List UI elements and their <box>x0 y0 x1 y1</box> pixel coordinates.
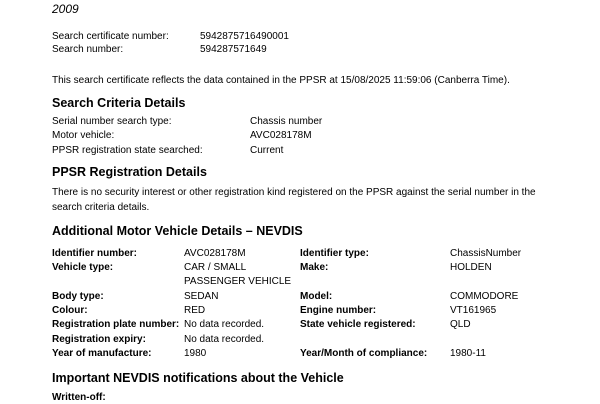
search-number-label: Search number: <box>52 44 124 55</box>
registration-text-line: There is no security interest or other registration kind registered on the PPSR against the serial number in the <box>52 187 536 198</box>
nevdis-label: Vehicle type: <box>52 262 114 273</box>
notifications-heading: Important NEVDIS notifications about the Vehicle <box>52 371 344 385</box>
header-year: 2009 <box>52 2 79 16</box>
nevdis-label: Engine number: <box>300 305 377 316</box>
nevdis-value: 1980 <box>184 348 207 359</box>
search-certificate-value: 5942875716490001 <box>200 31 289 42</box>
registration-text-line: search criteria details. <box>52 202 150 213</box>
nevdis-label: Colour: <box>52 305 88 316</box>
search-certificate-label: Search certificate number: <box>52 31 169 42</box>
nevdis-value: COMMODORE <box>450 291 519 302</box>
nevdis-value: SEDAN <box>184 291 219 302</box>
nevdis-heading: Additional Motor Vehicle Details – NEVDIS <box>52 224 303 238</box>
certificate-statement: This search certificate reflects the data contained in the PPSR at 15/08/2025 11:59:06 (Canberra Time). <box>52 75 510 86</box>
written-off-label: Written-off: <box>52 392 106 403</box>
search-criteria-heading: Search Criteria Details <box>52 96 186 110</box>
nevdis-value: QLD <box>450 319 471 330</box>
criteria-label: Serial number search type: <box>52 116 172 127</box>
nevdis-value: No data recorded. <box>184 334 265 345</box>
nevdis-label: State vehicle registered: <box>300 319 416 330</box>
nevdis-label: Year of manufacture: <box>52 348 152 359</box>
nevdis-label: Identifier type: <box>300 248 369 259</box>
nevdis-value: HOLDEN <box>450 262 492 273</box>
nevdis-label: Identifier number: <box>52 248 138 259</box>
criteria-label: Motor vehicle: <box>52 130 115 141</box>
nevdis-value: RED <box>184 305 206 316</box>
nevdis-label: Model: <box>300 291 333 302</box>
criteria-value: AVC028178M <box>250 130 312 141</box>
search-number-value: 594287571649 <box>200 44 267 55</box>
registration-heading: PPSR Registration Details <box>52 165 207 179</box>
nevdis-value: VT161965 <box>450 305 497 316</box>
nevdis-value: AVC028178M <box>184 248 246 259</box>
nevdis-label: Registration expiry: <box>52 334 146 345</box>
nevdis-label: Make: <box>300 262 329 273</box>
nevdis-value-cont: PASSENGER VEHICLE <box>184 276 292 287</box>
nevdis-label: Year/Month of compliance: <box>300 348 428 359</box>
nevdis-label: Body type: <box>52 291 104 302</box>
criteria-value: Chassis number <box>250 116 323 127</box>
nevdis-value: 1980-11 <box>450 348 486 359</box>
criteria-value: Current <box>250 145 284 156</box>
nevdis-value: ChassisNumber <box>450 248 522 259</box>
nevdis-value: CAR / SMALL <box>184 262 247 273</box>
nevdis-value: No data recorded. <box>184 319 265 330</box>
criteria-label: PPSR registration state searched: <box>52 145 203 156</box>
nevdis-label: Registration plate number: <box>52 319 180 330</box>
